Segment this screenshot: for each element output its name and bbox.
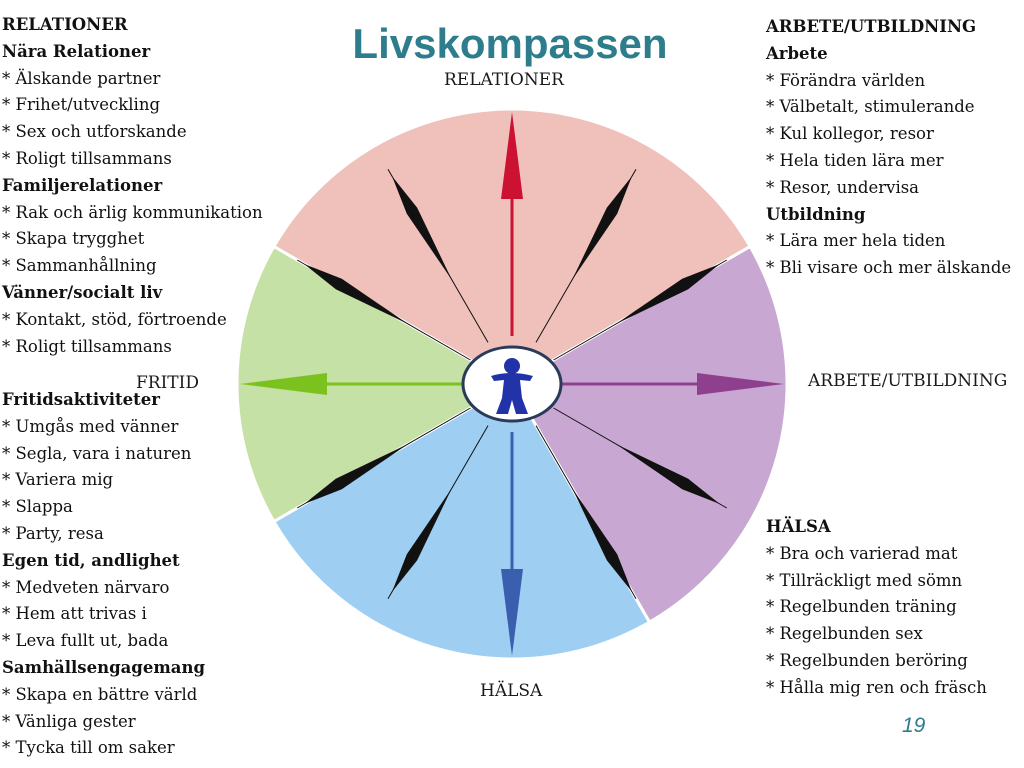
section-heading: Utbildning bbox=[766, 204, 866, 224]
list-item: * Hela tiden lära mer bbox=[766, 150, 944, 170]
list-item: * Medveten närvaro bbox=[2, 577, 170, 597]
section-heading: Arbete bbox=[766, 43, 828, 63]
list-item: * Resor, undervisa bbox=[766, 177, 920, 197]
list-item: * Sex och utforskande bbox=[2, 122, 187, 142]
list-item: * Vänliga gester bbox=[2, 711, 136, 731]
list-item: * Lära mer hela tiden bbox=[766, 231, 946, 251]
list-item: * Rak och ärlig kommunikation bbox=[2, 202, 263, 222]
list-item: * Tillräckligt med sömn bbox=[766, 570, 963, 590]
list-item: * Bra och varierad mat bbox=[766, 543, 958, 563]
list-item: * Bli visare och mer älskande bbox=[766, 258, 1012, 278]
list-item: * Umgås med vänner bbox=[2, 416, 179, 436]
section-heading: Vänner/socialt liv bbox=[2, 282, 163, 302]
list-item: * Roligt tillsammans bbox=[2, 336, 172, 356]
list-item: * Hem att trivas i bbox=[2, 604, 147, 624]
list-item: * Förändra världen bbox=[766, 70, 926, 90]
list-item: * Skapa trygghet bbox=[2, 229, 145, 249]
axis-label-fritid: FRITID bbox=[136, 373, 199, 393]
section-heading: ARBETE/UTBILDNING bbox=[766, 17, 977, 36]
list-item: * Variera mig bbox=[2, 470, 114, 490]
list-item: * Regelbunden sex bbox=[766, 624, 923, 644]
list-item: * Regelbunden beröring bbox=[766, 650, 968, 670]
list-item: * Party, resa bbox=[2, 523, 104, 543]
list-item: * Leva fullt ut, bada bbox=[2, 631, 169, 651]
list-item: * Kul kollegor, resor bbox=[766, 124, 934, 144]
center-hub bbox=[463, 347, 561, 421]
list-item: * Segla, vara i naturen bbox=[2, 443, 192, 463]
list-item: * Välbetalt, stimulerande bbox=[766, 97, 975, 117]
section-heading: HÄLSA bbox=[766, 517, 831, 536]
list-item: * Älskande partner bbox=[2, 68, 161, 88]
list-item: * Slappa bbox=[2, 497, 73, 517]
axis-label-relationer: RELATIONER bbox=[444, 70, 564, 90]
list-item: * Frihet/utveckling bbox=[2, 95, 161, 115]
list-item: * Regelbunden träning bbox=[766, 597, 957, 617]
person-icon-head bbox=[504, 358, 520, 374]
list-item: * Hålla mig ren och fräsch bbox=[766, 677, 987, 697]
list-item: * Skapa en bättre värld bbox=[2, 684, 198, 704]
section-heading: RELATIONER bbox=[2, 15, 128, 34]
list-item: * Roligt tillsammans bbox=[2, 148, 172, 168]
axis-label-halsa: HÄLSA bbox=[480, 681, 543, 701]
list-item: * Kontakt, stöd, förtroende bbox=[2, 309, 227, 329]
slide-title: Livskompassen bbox=[352, 20, 668, 67]
section-heading: Fritidsaktiviteter bbox=[2, 390, 160, 409]
section-heading: Familjerelationer bbox=[2, 175, 163, 195]
section-heading: Egen tid, andlighet bbox=[2, 550, 180, 570]
page-number: 19 bbox=[902, 714, 926, 737]
list-item: * Tycka till om saker bbox=[2, 738, 175, 758]
section-heading: Nära Relationer bbox=[2, 41, 151, 61]
section-heading: Samhällsengagemang bbox=[2, 657, 206, 677]
list-item: * Sammanhållning bbox=[2, 256, 157, 276]
axis-label-arbete-utbildning: ARBETE/UTBILDNING bbox=[808, 371, 1008, 391]
